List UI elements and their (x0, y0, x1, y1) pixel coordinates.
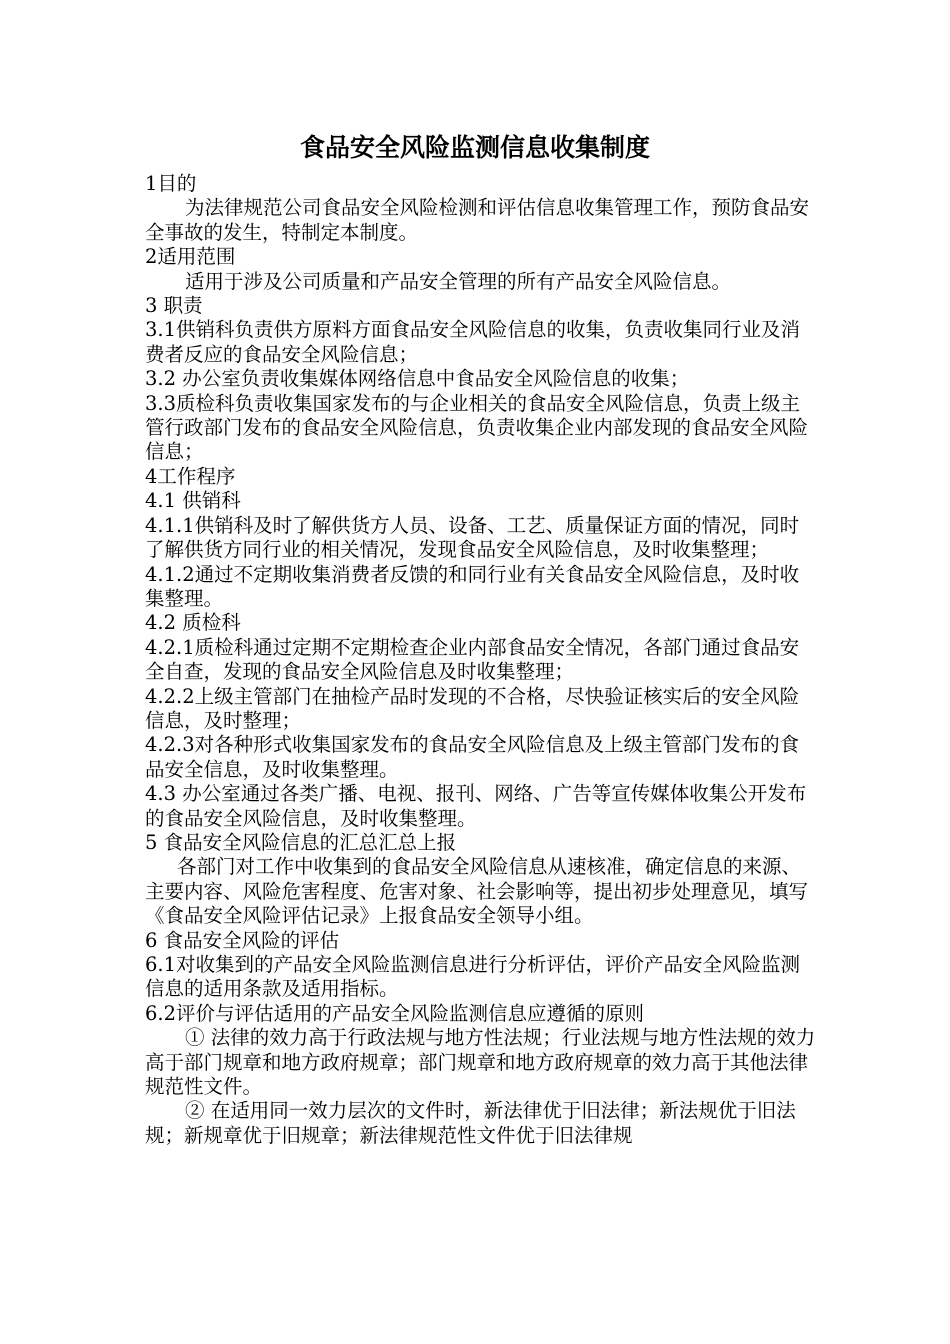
paragraph: 4.2.3对各种形式收集国家发布的食品安全风险信息及上级主管部门发布的食品安全信息，及时收集整理。 (145, 733, 800, 781)
paragraph: 4.1 供销科 (145, 489, 241, 513)
paragraph: 3.3质检科负责收集国家发布的与企业相关的食品安全风险信息，负责上级主管行政部门发布的食品安全风险信息，负责收集企业内部发现的食品安全风险信息； (145, 391, 809, 464)
paragraph: 各部门对工作中收集到的食品安全风险信息从速核准，确定信息的来源、主要内容、风险危害程度、危害对象、社会影响等，提出初步处理意见，填写《食品安全风险评估记录》上报食品安全领导小组。 (145, 855, 809, 928)
paragraph: ② 在适用同一效力层次的文件时，新法律优于旧法律；新法规优于旧法规；新规章优于旧规章；新法律规范性文件优于旧法律规 (145, 1099, 796, 1147)
paragraph: 3.1供销科负责供方原料方面食品安全风险信息的收集，负责收集同行业及消费者反应的食品安全风险信息； (145, 318, 801, 366)
paragraph: 4.1.2通过不定期收集消费者反馈的和同行业有关食品安全风险信息，及时收集整理。 (145, 562, 800, 610)
paragraph: 5 食品安全风险信息的汇总汇总上报 (145, 830, 457, 854)
paragraph: 4.2.2上级主管部门在抽检产品时发现的不合格，尽快验证核实后的安全风险信息，及时整理； (145, 684, 800, 732)
paragraph: 2适用范围 (145, 245, 236, 269)
paragraph: 为法律规范公司食品安全风险检测和评估信息收集管理工作，预防食品安全事故的发生，特制定本制度。 (145, 196, 810, 244)
paragraph: 3.2 办公室负责收集媒体网络信息中食品安全风险信息的收集； (145, 367, 690, 391)
paragraph: 4.2 质检科 (145, 611, 241, 635)
paragraph: 4.2.1质检科通过定期不定期检查企业内部食品安全情况，各部门通过食品安全自查，发现的食品安全风险信息及时收集整理； (145, 635, 800, 684)
paragraph: 6.2评价与评估适用的产品安全风险监测信息应遵循的原则 (145, 1001, 645, 1025)
paragraph: 6.1对收集到的产品安全风险监测信息进行分析评估，评价产品安全风险监测信息的适用条款及适用指标。 (145, 953, 801, 1001)
paragraph: 4.1.1供销科及时了解供货方人员、设备、工艺、质量保证方面的情况，同时了解供货方同行业的相关情况，发现食品安全风险信息，及时收集整理； (145, 513, 800, 562)
paragraph: 4工作程序 (145, 464, 236, 488)
paragraph: ① 法律的效力高于行政法规与地方性法规；行业法规与地方性法规的效力高于部门规章和地方政府规章；部门规章和地方政府规章的效力高于其他法律规范性文件。 (145, 1026, 816, 1099)
paragraph: 1目的 (145, 172, 197, 195)
paragraph: 3 职责 (145, 294, 203, 318)
paragraph: 6 食品安全风险的评估 (145, 928, 340, 952)
paragraph: 4.3 办公室通过各类广播、电视、报刊、网络、广告等宣传媒体收集公开发布的食品安全风险信息，及时收集整理。 (145, 782, 807, 830)
paragraph: 适用于涉及公司质量和产品安全管理的所有产品安全风险信息。 (185, 269, 732, 293)
document-body (145, 172, 817, 1148)
document-title: 食品安全风险监测信息收集制度 (299, 133, 650, 162)
